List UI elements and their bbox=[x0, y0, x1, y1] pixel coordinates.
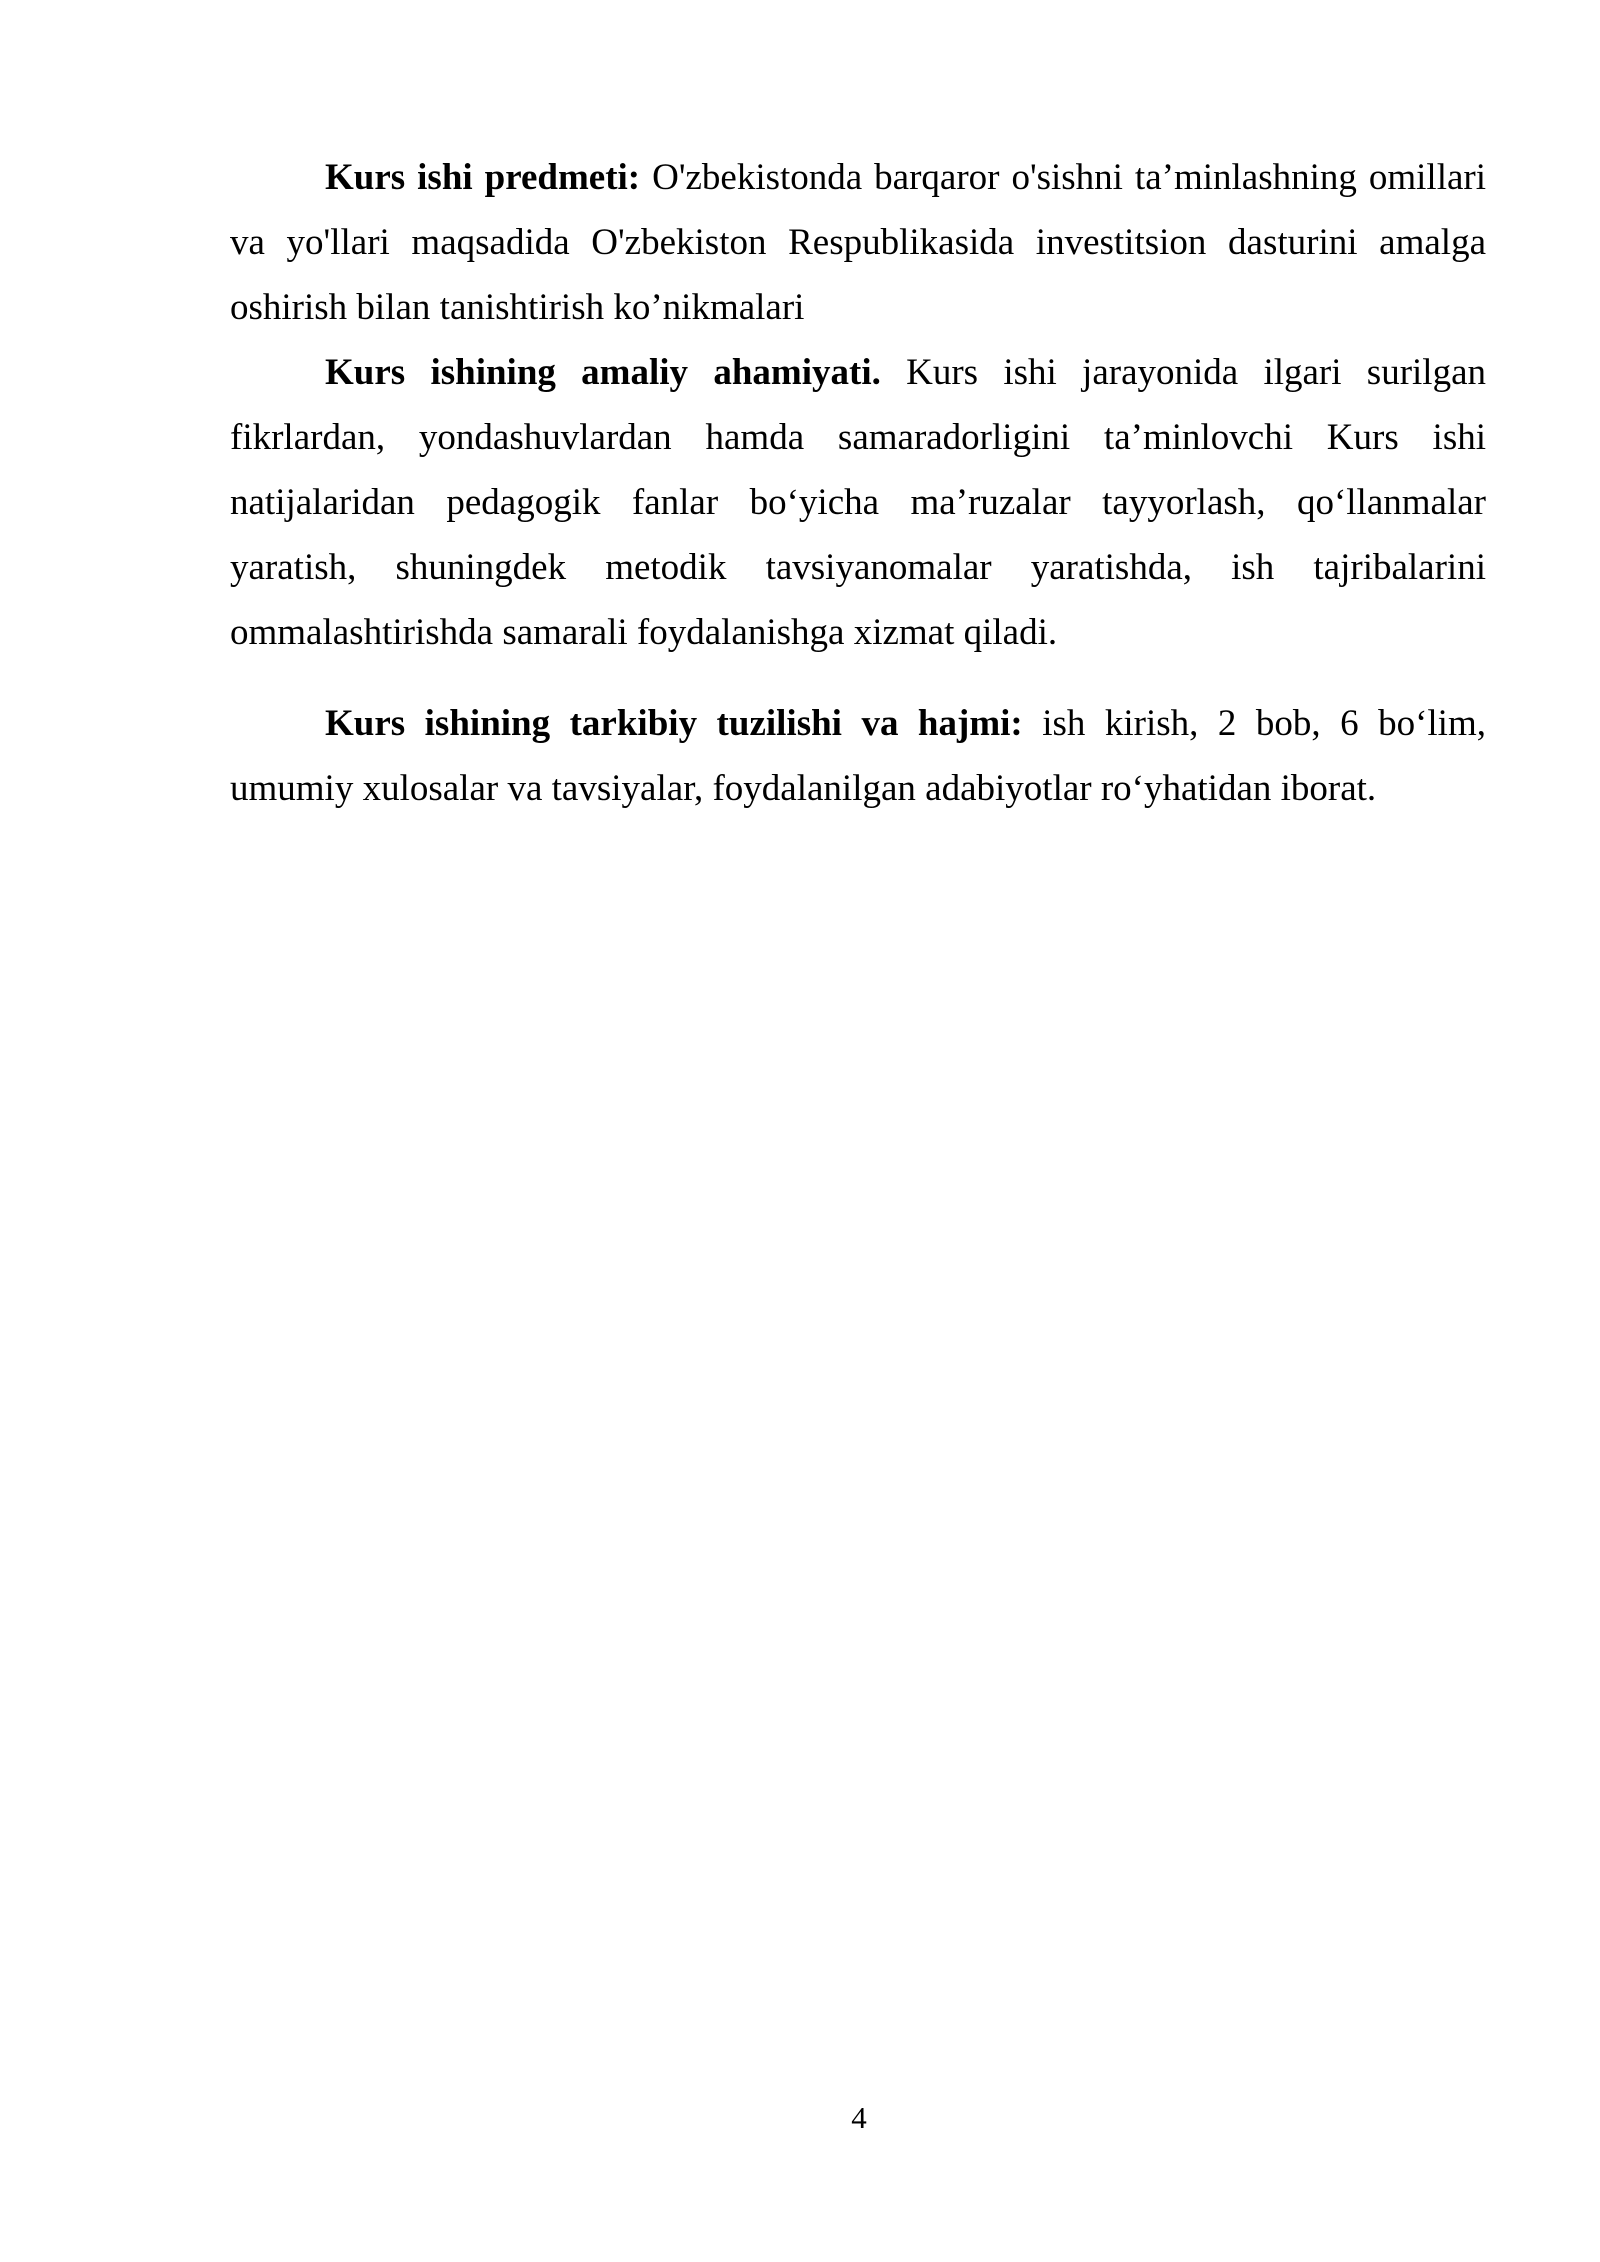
paragraph-structure-and-volume-heading: Kurs ishining tarkibiy tuzilishi va hajmi: bbox=[325, 703, 1023, 744]
paragraph-subject-text: O'zbekistonda barqaror o'sishni ta’minlashning omillari va yo'llari maqsadida O'zbekiston Respublikasida investitsion dasturini amalga oshirish bilan tanishtirish ko’nikmalari bbox=[230, 157, 1486, 328]
paragraph-practical-significance-heading: Kurs ishining amaliy ahamiyati. bbox=[325, 352, 881, 393]
paragraph-subject-heading: Kurs ishi predmeti: bbox=[325, 157, 641, 198]
page-content bbox=[230, 145, 1486, 821]
paragraph-practical-significance bbox=[230, 340, 1486, 665]
paragraph-subject bbox=[230, 145, 1486, 340]
paragraph-structure-and-volume-text: ish kirish, 2 bob, 6 bo‘lim, umumiy xulosalar va tavsiyalar, foydalanilgan adabiyotlar ro‘yhatidan iborat. bbox=[230, 703, 1486, 809]
paragraph-structure-and-volume bbox=[230, 691, 1486, 821]
page-number: 4 bbox=[851, 2100, 867, 2135]
paragraph-practical-significance-text: Kurs ishi jarayonida ilgari surilgan fikrlardan, yondashuvlardan hamda samaradorligini ta’minlovchi Kurs ishi natijalaridan pedagogik fanlar bo‘yicha ma’ruzalar tayyorlash, qo‘llanmalar yaratish, shuningdek metodik tavsiyanomalar yaratishda, ish tajribalarini ommalashtirishda samarali foydalanishga xizmat qiladi. bbox=[230, 352, 1486, 653]
